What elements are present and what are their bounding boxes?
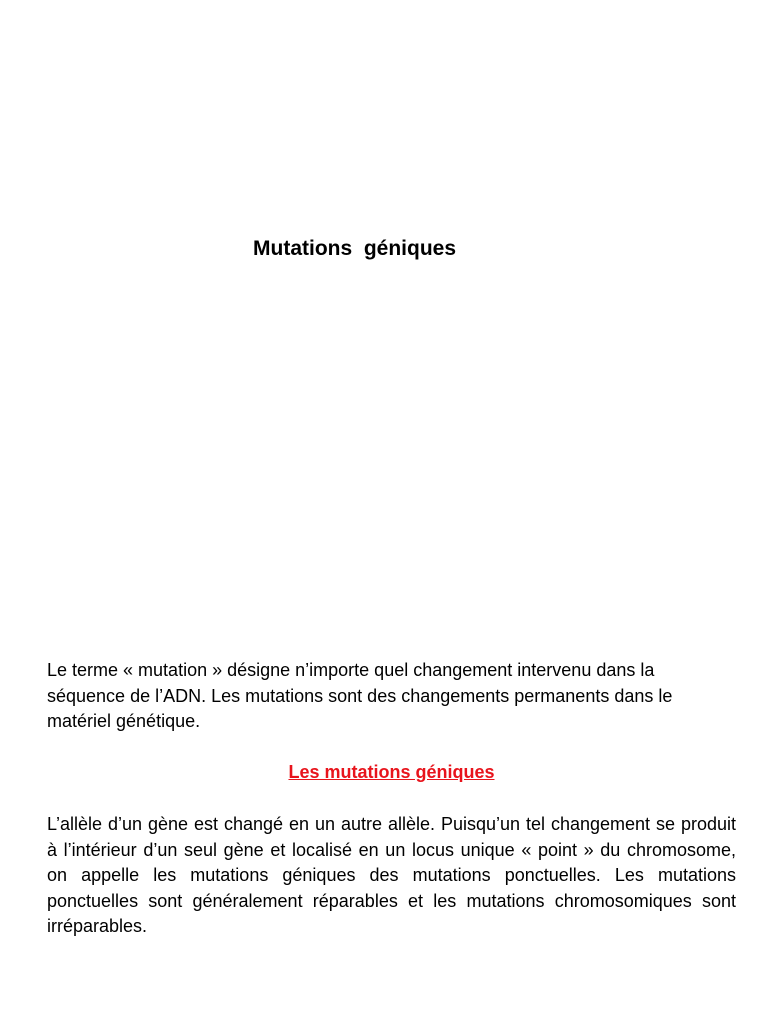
intro-paragraph: Le terme « mutation » désigne n’importe quel changement intervenu dans la séquence de l’ADN. Les mutations sont des changements permanents dans le matériel génétique. <box>47 660 673 731</box>
section-heading: Les mutations géniques <box>288 762 495 782</box>
body-paragraph: L’allèle d’un gène est changé en un autre allèle. Puisqu’un tel changement se produit à l’intérieur d’un seul gène et localisé en un locus unique « point » du chromosome, on appelle les mutations géniques des mutations ponctuelles. Les mutations ponctuelles sont généralement réparables et les mutations chromosomiques sont irréparables. <box>47 814 736 936</box>
page-title: Mutations géniques <box>253 237 457 260</box>
